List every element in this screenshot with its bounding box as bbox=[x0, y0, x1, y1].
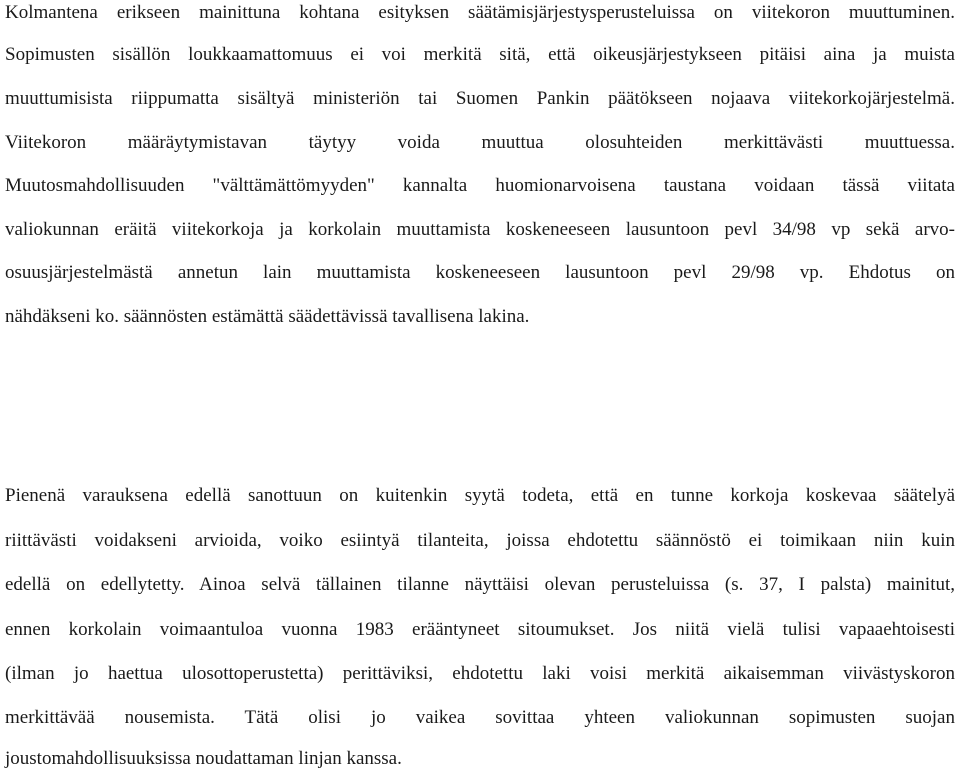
text-line: osuusjärjestelmästä annetun lain muuttamista koskeneeseen lausuntoon pevl 29/98 vp. Ehdotus on bbox=[5, 262, 955, 283]
text-line: merkittävää nousemista. Tätä olisi jo vaikea sovittaa yhteen valiokunnan sopimusten suojan bbox=[5, 707, 955, 728]
text-line: Pienenä varauksena edellä sanottuun on kuitenkin syytä todeta, että en tunne korkoja koskevaa säätelyä bbox=[5, 485, 955, 506]
text-line: Viitekoron määräytymistavan täytyy voida muuttua olosuhteiden merkittävästi muuttuessa. bbox=[5, 132, 955, 153]
text-line: riittävästi voidakseni arvioida, voiko esiintyä tilanteita, joissa ehdotettu säännöstö ei toimikaan niin kuin bbox=[5, 530, 955, 551]
text-line: muuttumisista riippumatta sisältyä ministeriön tai Suomen Pankin päätökseen nojaava viitekorkojärjestelmä. bbox=[5, 88, 955, 109]
text-line: joustomahdollisuuksissa noudattaman linjan kanssa. bbox=[5, 748, 402, 769]
text-line: nähdäkseni ko. säännösten estämättä säädettävissä tavallisena lakina. bbox=[5, 306, 530, 327]
text-line: edellä on edellytetty. Ainoa selvä tällainen tilanne näyttäisi olevan perusteluissa (s. 37, I palsta) mainitut, bbox=[5, 574, 955, 595]
text-line: ennen korkolain voimaantuloa vuonna 1983 erääntyneet sitoumukset. Jos niitä vielä tulisi vapaaehtoisesti bbox=[5, 619, 955, 640]
text-line: Sopimusten sisällön loukkaamattomuus ei voi merkitä sitä, että oikeusjärjestykseen pitäisi aina ja muista bbox=[5, 44, 955, 65]
text-line: Kolmantena erikseen mainittuna kohtana esityksen säätämisjärjestysperusteluissa on viitekoron muuttuminen. bbox=[5, 2, 955, 23]
text-line: valiokunnan eräitä viitekorkoja ja korkolain muuttamista koskeneeseen lausuntoon pevl 34/98 vp sekä arvo- bbox=[5, 219, 955, 240]
text-line: Muutosmahdollisuuden "välttämättömyyden" kannalta huomionarvoisena taustana voidaan tässä viitata bbox=[5, 175, 955, 196]
text-line: (ilman jo haettua ulosottoperustetta) perittäviksi, ehdotettu laki voisi merkitä aikaisemman viivästyskoron bbox=[5, 663, 955, 684]
